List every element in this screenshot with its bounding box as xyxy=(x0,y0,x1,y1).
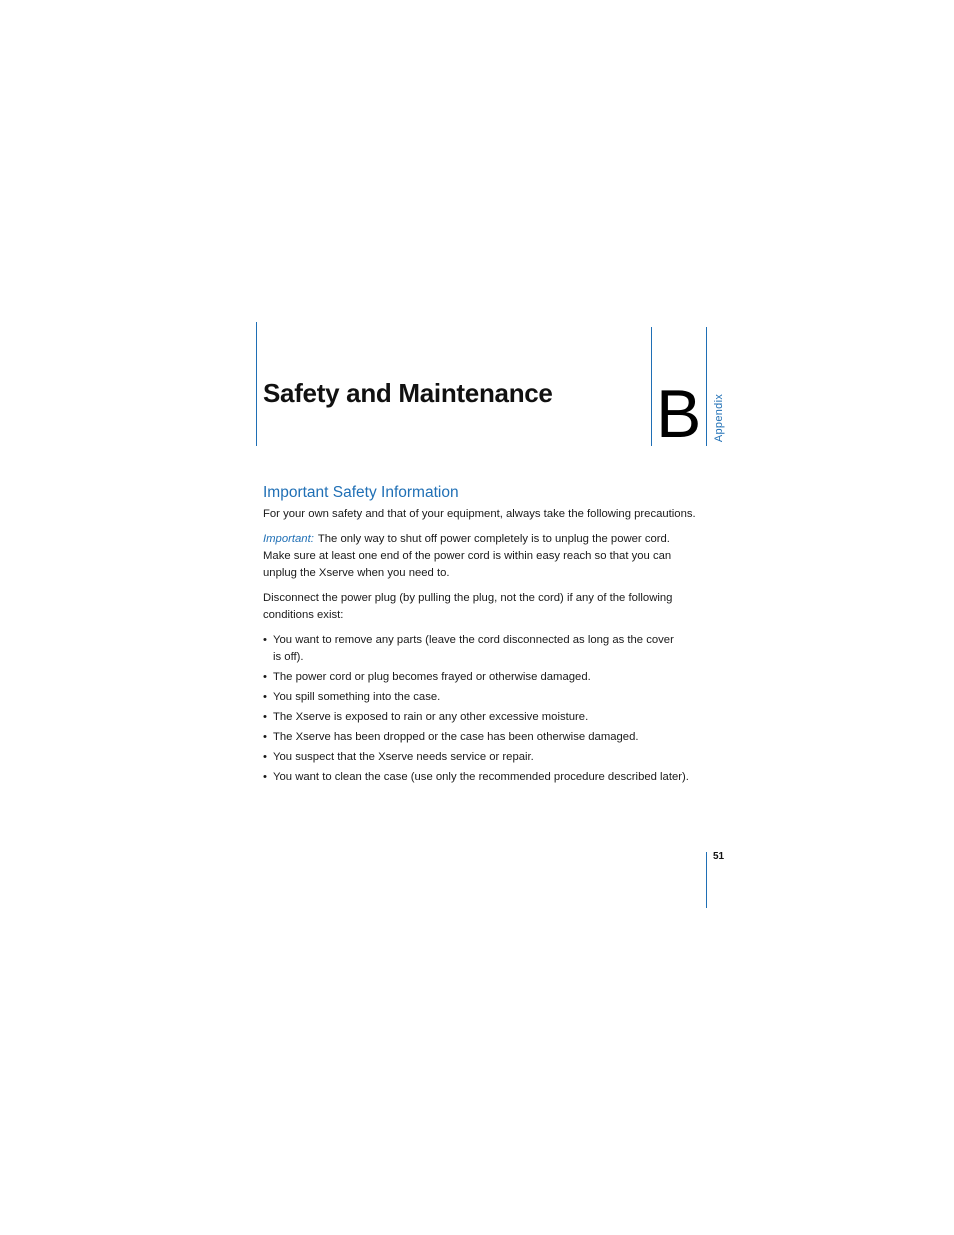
bullet-marker: • xyxy=(263,691,267,703)
bullet-marker: • xyxy=(263,751,267,763)
important-line-3: unplug the Xserve when you need to. xyxy=(263,567,450,579)
list-item-line: The power cord or plug becomes frayed or otherwise damaged. xyxy=(273,671,591,683)
section-content xyxy=(263,482,713,789)
intro-paragraph: For your own safety and that of your equipment, always take the following precautions. xyxy=(263,508,696,520)
important-paragraph xyxy=(263,531,713,582)
appendix-label: Appendix xyxy=(713,393,725,443)
list-item xyxy=(263,689,713,706)
list-item-line: The Xserve is exposed to rain or any other excessive moisture. xyxy=(273,711,589,723)
list-item-line: is off). xyxy=(273,651,304,663)
bullet-marker: • xyxy=(263,671,267,683)
chapter-title: Safety and Maintenance xyxy=(263,378,553,408)
list-item-line: You spill something into the case. xyxy=(273,691,441,703)
disconnect-paragraph xyxy=(263,590,713,624)
important-label: Important: xyxy=(263,533,314,545)
appendix-rule xyxy=(706,327,707,446)
list-item-line: You suspect that the Xserve needs service or repair. xyxy=(273,751,534,763)
bullet-marker: • xyxy=(263,634,267,646)
bullet-marker: • xyxy=(263,771,267,783)
conditions-list xyxy=(263,632,713,786)
page-number-rule xyxy=(706,852,707,908)
chapter-left-rule xyxy=(256,322,257,446)
bullet-marker: • xyxy=(263,731,267,743)
page-number: 51 xyxy=(713,851,725,862)
disconnect-line-2: conditions exist: xyxy=(263,609,344,621)
list-item-line: You want to clean the case (use only the recommended procedure described later). xyxy=(273,771,689,783)
important-text: The only way to shut off power completely is to unplug the power cord. xyxy=(317,533,670,545)
list-item xyxy=(263,729,713,746)
list-item xyxy=(263,669,713,686)
bullet-marker: • xyxy=(263,711,267,723)
list-item-line: The Xserve has been dropped or the case has been otherwise damaged. xyxy=(273,731,639,743)
disconnect-line-1: Disconnect the power plug (by pulling the plug, not the cord) if any of the following xyxy=(263,592,673,604)
chapter-letter: B xyxy=(656,376,702,452)
important-line-1 xyxy=(263,531,713,548)
list-item xyxy=(263,709,713,726)
important-line-2: Make sure at least one end of the power cord is within easy reach so that you can xyxy=(263,550,672,562)
list-item xyxy=(263,749,713,766)
section-heading: Important Safety Information xyxy=(263,484,459,501)
list-item xyxy=(263,769,713,786)
list-item xyxy=(263,632,713,666)
list-item-line: You want to remove any parts (leave the cord disconnected as long as the cover xyxy=(273,634,674,646)
chapter-letter-rule xyxy=(651,327,652,446)
